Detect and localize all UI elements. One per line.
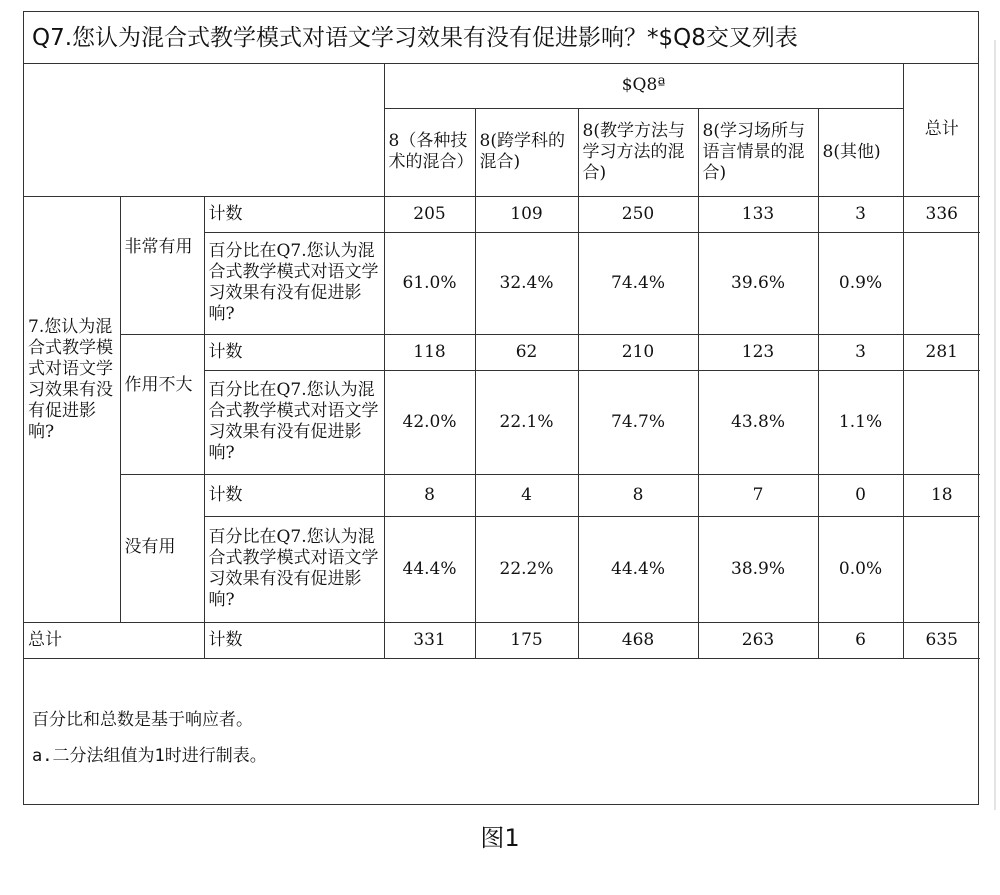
- percent-cell: 22.1%: [475, 370, 578, 474]
- total-count-cell: 263: [698, 622, 818, 658]
- figure-caption: 图1: [480, 824, 520, 852]
- percent-cell: 32.4%: [475, 232, 578, 334]
- count-total-cell: 281: [903, 334, 980, 370]
- percent-cell: 44.4%: [384, 516, 475, 622]
- count-cell: 3: [818, 196, 903, 232]
- note-line: 百分比和总数是基于响应者。: [32, 710, 253, 730]
- column-header: 8(教学方法与学习方法的混合): [578, 108, 698, 196]
- percent-total-cell: [903, 516, 980, 622]
- count-cell: 118: [384, 334, 475, 370]
- count-cell: 250: [578, 196, 698, 232]
- count-total-cell: 18: [903, 474, 980, 516]
- count-label: 计数: [204, 622, 384, 658]
- count-cell: 109: [475, 196, 578, 232]
- percent-label: 百分比在Q7.您认为混合式教学模式对语文学习效果有没有促进影响?: [204, 232, 384, 334]
- count-cell: 8: [578, 474, 698, 516]
- column-header: 8(其他): [818, 108, 903, 196]
- row-category: 非常有用: [120, 196, 204, 334]
- total-count-cell: 468: [578, 622, 698, 658]
- count-cell: 210: [578, 334, 698, 370]
- count-label: 计数: [204, 334, 384, 370]
- note-line: a.二分法组值为1时进行制表。: [32, 746, 267, 766]
- percent-cell: 39.6%: [698, 232, 818, 334]
- table-title: Q7.您认为混合式教学模式对语文学习效果有没有促进影响？*$Q8交叉列表: [24, 12, 978, 64]
- row-group-label: 7.您认为混合式教学模式对语文学习效果有没有促进影响?: [24, 196, 120, 622]
- percent-label: 百分比在Q7.您认为混合式教学模式对语文学习效果有没有促进影响?: [204, 370, 384, 474]
- count-label: 计数: [204, 196, 384, 232]
- percent-cell: 38.9%: [698, 516, 818, 622]
- column-header: 8(学习场所与语言情景的混合): [698, 108, 818, 196]
- count-cell: 8: [384, 474, 475, 516]
- percent-label: 百分比在Q7.您认为混合式教学模式对语文学习效果有没有促进影响?: [204, 516, 384, 622]
- percent-total-cell: [903, 370, 980, 474]
- crosstab-frame: [23, 11, 979, 805]
- row-category: 作用不大: [120, 334, 204, 474]
- count-cell: 4: [475, 474, 578, 516]
- percent-cell: 74.7%: [578, 370, 698, 474]
- count-cell: 123: [698, 334, 818, 370]
- column-header: 8（各种技术的混合）: [384, 108, 475, 196]
- percent-cell: 0.9%: [818, 232, 903, 334]
- percent-cell: 74.4%: [578, 232, 698, 334]
- total-count-cell: 175: [475, 622, 578, 658]
- total-count-cell: 331: [384, 622, 475, 658]
- percent-cell: 43.8%: [698, 370, 818, 474]
- count-total-cell: 336: [903, 196, 980, 232]
- crosstab-table: [24, 64, 980, 659]
- column-header: 8(跨学科的混合): [475, 108, 578, 196]
- grand-total-cell: 635: [903, 622, 980, 658]
- row-category: 没有用: [120, 474, 204, 622]
- group-header: $Q8ª: [384, 64, 903, 108]
- percent-cell: 61.0%: [384, 232, 475, 334]
- count-cell: 133: [698, 196, 818, 232]
- percent-cell: 44.4%: [578, 516, 698, 622]
- total-header: 总计: [903, 64, 980, 196]
- percent-cell: 42.0%: [384, 370, 475, 474]
- count-cell: 3: [818, 334, 903, 370]
- count-cell: 7: [698, 474, 818, 516]
- total-count-cell: 6: [818, 622, 903, 658]
- corner-cell: [24, 64, 384, 196]
- count-cell: 62: [475, 334, 578, 370]
- table-notes: [32, 702, 267, 774]
- percent-cell: 0.0%: [818, 516, 903, 622]
- percent-total-cell: [903, 232, 980, 334]
- count-cell: 0: [818, 474, 903, 516]
- count-label: 计数: [204, 474, 384, 516]
- percent-cell: 1.1%: [818, 370, 903, 474]
- percent-cell: 22.2%: [475, 516, 578, 622]
- total-row-label: 总计: [24, 622, 204, 658]
- count-cell: 205: [384, 196, 475, 232]
- scan-edge-line: [994, 40, 996, 810]
